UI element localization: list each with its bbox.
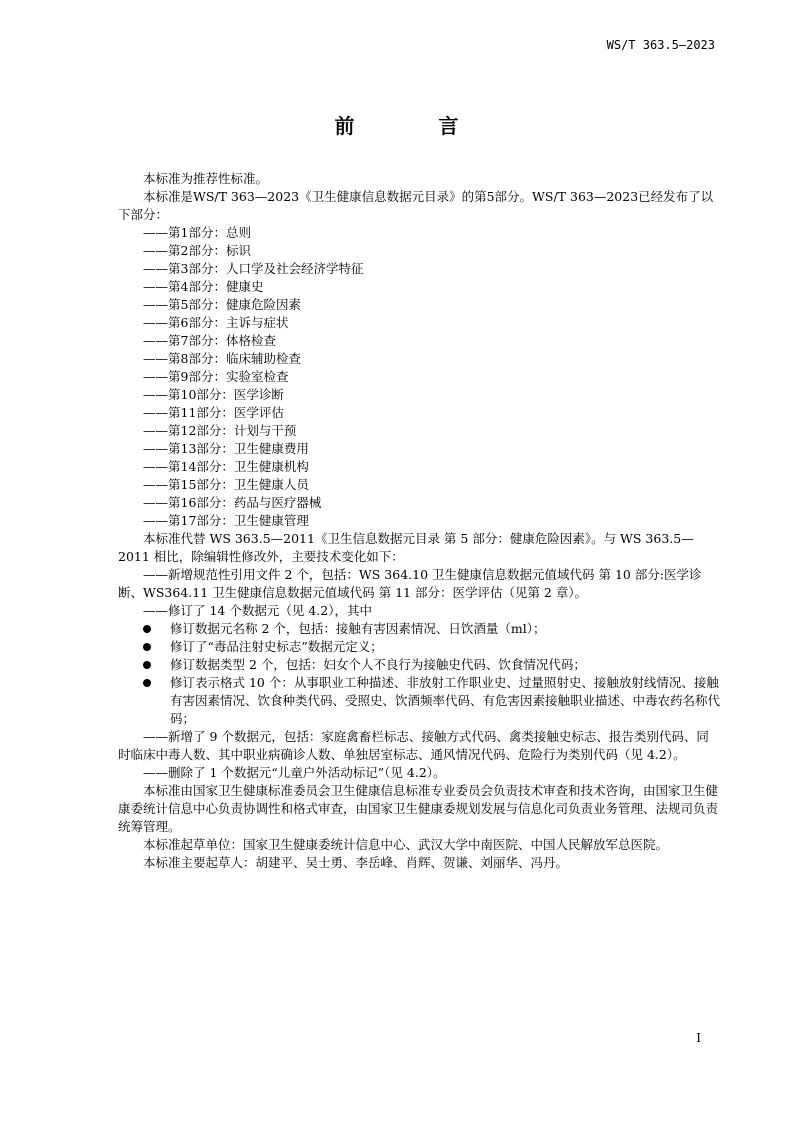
bullet-icon — [143, 679, 151, 687]
part-item: ——第3部分：人口学及社会经济学特征 — [143, 261, 364, 276]
part-item: ——第5部分：健康危险因素 — [143, 297, 301, 312]
page-title: 前 言 — [334, 114, 491, 138]
bullet-item — [118, 656, 720, 674]
part-item: ——第6部分：主诉与症状 — [143, 315, 289, 330]
page-number: I — [696, 1031, 701, 1045]
change-added: ——新增了 9 个数据元，包括：家庭禽畜栏标志、接触方式代码、禽类接触史标志、报告类别代码、同时临床中毒人数、其中职业病确诊人数、单独居室标志、通风情况代码、危险行为类别代码（见 4.2）。 — [118, 729, 709, 762]
part-item: ——第12部分：计划与干预 — [143, 423, 297, 438]
part-item: ——第16部分：药品与医疗器械 — [143, 495, 322, 510]
closing-paragraph: 本标准由国家卫生健康标准委员会卫生健康信息标准专业委员会负责技术审查和技术咨询，由国家卫生健康委统计信息中心负责协调性和格式审查，由国家卫生健康委规划发展与信息化司负责业务管理、法规司负责统筹管理。 — [118, 783, 719, 834]
part-item: ——第14部分：卫生健康机构 — [143, 459, 309, 474]
bullet-icon — [143, 643, 151, 651]
bullet-item — [118, 674, 720, 728]
change-deleted: ——删除了 1 个数据元“儿童户外活动标记”（见 4.2）。 — [143, 765, 446, 780]
part-item: ——第4部分：健康史 — [143, 279, 264, 294]
closing-paragraph: 本标准起草单位：国家卫生健康委统计信息中心、武汉大学中南医院、中国人民解放军总医院。 — [143, 837, 669, 852]
part-item: ——第10部分：医学诊断 — [143, 387, 284, 402]
part-item: ——第9部分：实验室检查 — [143, 369, 289, 384]
part-item: ——第2部分：标识 — [143, 243, 251, 258]
change-revised: ——修订了 14 个数据元（见 4.2），其中 — [143, 603, 372, 618]
part-item: ——第17部分：卫生健康管理 — [143, 513, 309, 528]
part-item: ——第11部分：医学评估 — [143, 405, 284, 420]
part-item: ——第8部分：临床辅助检查 — [143, 351, 301, 366]
intro-paragraph: 本标准为推荐性标准。 — [143, 171, 269, 186]
part-item: ——第7部分：体格检查 — [143, 333, 276, 348]
intro-paragraph: 本标准是WS/T 363—2023《卫生健康信息数据元目录》的第5部分。WS/T 363—2023已经发布了以下部分： — [118, 189, 714, 222]
revision-bullets — [118, 620, 720, 728]
change-added-reference: ——新增规范性引用文件 2 个，包括：WS 364.10 卫生健康信息数据元值域代码 第 10 部分:医学诊断、WS364.11 卫生健康信息数据元值域代码 第 11 部分：医学评估（见第 2 章）。 — [118, 567, 702, 600]
bullet-icon — [143, 625, 151, 633]
replace-paragraph: 本标准代替 WS 363.5—2011《卫生信息数据元目录 第 5 部分：健康危险因素》。与 WS 363.5—2011 相比，除编辑性修改外，主要技术变化如下： — [118, 531, 694, 564]
bullet-text: 修订数据元名称 2 个，包括：接触有害因素情况、日饮酒量（ml）； — [170, 621, 546, 636]
part-item: ——第13部分：卫生健康费用 — [143, 441, 309, 456]
foreword-body — [118, 170, 720, 872]
bullet-item — [118, 638, 720, 656]
bullet-text: 修订了“毒品注射史标志”数据元定义； — [170, 639, 383, 654]
bullet-item — [118, 620, 720, 638]
closing-paragraph: 本标准主要起草人：胡建平、吴士勇、李岳峰、肖辉、贺谦、刘丽华、冯丹。 — [143, 855, 569, 870]
bullet-text: 修订数据类型 2 个，包括：妇女个人不良行为接触史代码、饮食情况代码； — [170, 657, 586, 672]
bullet-text: 修订表示格式 10 个：从事职业工种描述、非放射工作职业史、过量照射史、接触放射线情况、接触有害因素情况、饮食种类代码、受照史、饮酒频率代码、有危害因素接触职业描述、中毒农药名称代码； — [170, 675, 721, 726]
standard-code: WS/T 363.5—2023 — [606, 38, 715, 52]
bullet-icon — [143, 661, 151, 669]
part-item: ——第15部分：卫生健康人员 — [143, 477, 309, 492]
parts-list — [118, 224, 720, 530]
part-item: ——第1部分：总则 — [143, 225, 251, 240]
